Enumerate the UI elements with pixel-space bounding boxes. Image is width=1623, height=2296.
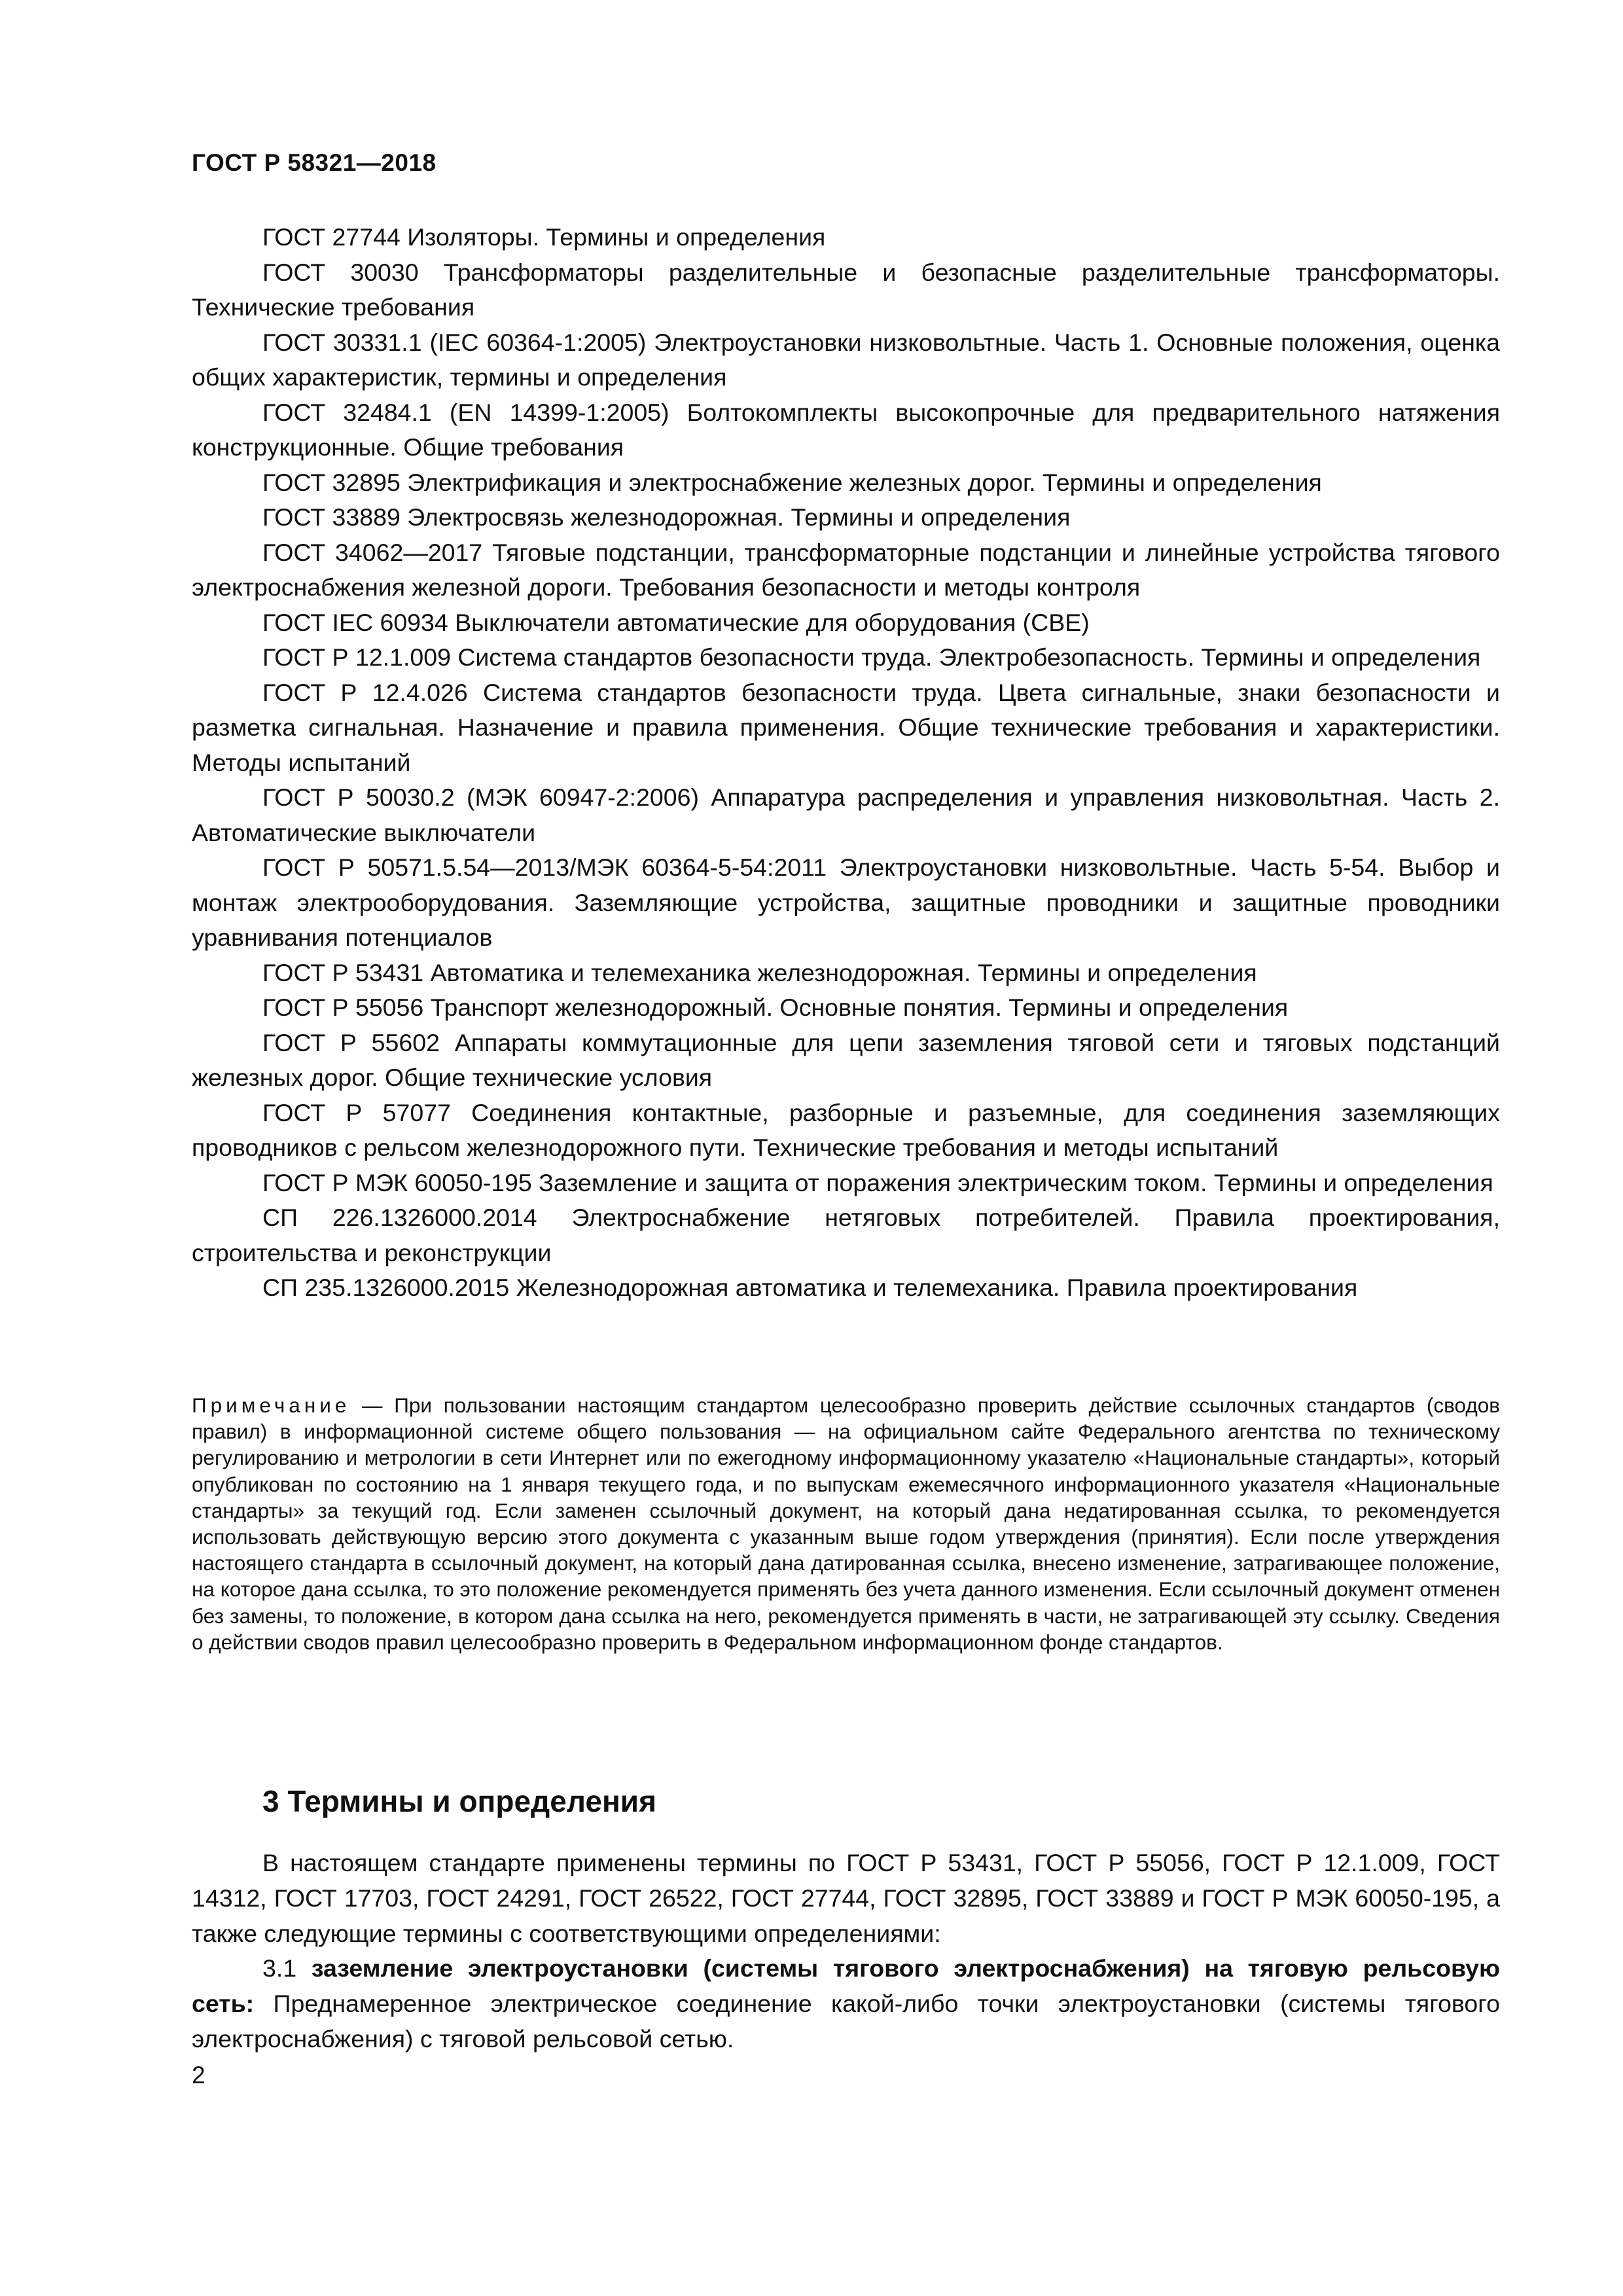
reference-item: ГОСТ Р 50571.5.54—2013/МЭК 60364-5-54:2011 Электроустановки низковольтные. Часть 5-54. Выбор и монтаж электрооборудования. Заземляющие устройства, защитные проводники и защитные проводники уравнивания потенциалов	[192, 853, 1500, 951]
normative-references	[192, 220, 1500, 1306]
reference-item: ГОСТ 33889 Электросвязь железнодорожная. Термины и определения	[262, 503, 1071, 531]
reference-item: ГОСТ Р 55602 Аппараты коммутационные для цепи заземления тяговой сети и тяговых подстанций железных дорог. Общие технические условия	[192, 1028, 1500, 1091]
reference-item: ГОСТ Р 12.1.009 Система стандартов безопасности труда. Электробезопасность. Термины и определения	[262, 643, 1481, 671]
reference-item: ГОСТ 32895 Электрификация и электроснабжение железных дорог. Термины и определения	[262, 468, 1322, 496]
reference-item: ГОСТ 34062—2017 Тяговые подстанции, трансформаторные подстанции и линейные устройства тягового электроснабжения железной дороги. Требования безопасности и методы контроля	[192, 538, 1500, 601]
page-number: 2	[192, 2062, 205, 2089]
reference-item: ГОСТ 30331.1 (IEC 60364-1:2005) Электроустановки низковольтные. Часть 1. Основные положения, оценка общих характеристик, термины и определения	[192, 328, 1500, 391]
page-header: ГОСТ Р 58321—2018	[192, 149, 437, 176]
section-title: 3 Термины и определения	[262, 1784, 656, 1818]
reference-item: ГОСТ Р МЭК 60050-195 Заземление и защита от поражения электрическим током. Термины и определения	[262, 1168, 1493, 1196]
reference-item: ГОСТ Р 53431 Автоматика и телемеханика железнодорожная. Термины и определения	[262, 958, 1257, 986]
reference-item: ГОСТ Р 50030.2 (МЭК 60947-2:2006) Аппаратура распределения и управления низковольтная. Часть 2. Автоматические выключатели	[192, 783, 1500, 846]
note-paragraph	[192, 1392, 1500, 1655]
reference-item: СП 235.1326000.2015 Железнодорожная автоматика и телемеханика. Правила проектирования	[262, 1274, 1358, 1301]
reference-item: ГОСТ Р 57077 Соединения контактные, разборные и разъемные, для соединения заземляющих проводников с рельсом железнодорожного пути. Технические требования и методы испытаний	[192, 1098, 1500, 1161]
reference-item: ГОСТ IEC 60934 Выключатели автоматические для оборудования (CBE)	[262, 608, 1090, 636]
term-definition-3-1	[192, 1950, 1500, 2056]
reference-item: ГОСТ Р 55056 Транспорт железнодорожный. Основные понятия. Термины и определения	[262, 994, 1289, 1021]
reference-item: СП 226.1326000.2014 Электроснабжение нетяговых потребителей. Правила проектирования, строительства и реконструкции	[192, 1204, 1500, 1266]
note-text: — При пользовании настоящим стандартом целесообразно проверить действие ссылочных стандартов (сводов правил) в информационной системе общего пользования — на официальном сайте Федерального агентства по техническому регулированию и метрологии в сети Интернет или по ежегодному информационному указателю «Национальные стандарты», который опубликован по состоянию на 1 января текущего года, и по выпускам ежемесячного информационного указателя «Национальные стандарты» за текущий год. Если заменен ссылочный документ, на который дана недатированная ссылка, то рекомендуется использовать действующую версию этого документа с указанным выше годом утверждения (принятия). Если после утверждения настоящего стандарта в ссылочный документ, на который дана датированная ссылка, внесено изменение, затрагивающее положение, на которое дана ссылка, то это положение рекомендуется применять без учета данного изменения. Если ссылочный документ отменен без замены, то положение, в котором дана ссылка на него, рекомендуется применять в части, не затрагивающей эту ссылку. Сведения о действии сводов правил целесообразно проверить в Федеральном информационном фонде стандартов.	[192, 1393, 1500, 1654]
term-name: заземление электроустановки (системы тягового электроснабжения) на тяговую рельсовую сеть:	[192, 1954, 1501, 2017]
reference-item: ГОСТ 27744 Изоляторы. Термины и определения	[262, 223, 826, 251]
section-intro: В настоящем стандарте применены термины по ГОСТ Р 53431, ГОСТ Р 55056, ГОСТ Р 12.1.009, ГОСТ 14312, ГОСТ 17703, ГОСТ 24291, ГОСТ 26522, ГОСТ 27744, ГОСТ 32895, ГОСТ 33889 и ГОСТ Р МЭК 60050-195, а также следующие термины с соответствующими определениями:	[192, 1849, 1500, 1947]
term-number: 3.1	[262, 1954, 297, 1982]
note-label: Примечание	[192, 1393, 351, 1417]
reference-item: ГОСТ Р 12.4.026 Система стандартов безопасности труда. Цвета сигнальные, знаки безопасности и разметка сигнальная. Назначение и правила применения. Общие технические требования и характеристики. Методы испытаний	[192, 678, 1500, 776]
term-definition: Преднамеренное электрическое соединение какой-либо точки электроустановки (системы тягового электроснабжения) с тяговой рельсовой сетью.	[192, 1990, 1500, 2053]
reference-item: ГОСТ 30030 Трансформаторы разделительные и безопасные разделительные трансформаторы. Технические требования	[192, 258, 1500, 321]
reference-item: ГОСТ 32484.1 (EN 14399-1:2005) Болтокомплекты высокопрочные для предварительного натяжения конструкционные. Общие требования	[192, 398, 1500, 461]
